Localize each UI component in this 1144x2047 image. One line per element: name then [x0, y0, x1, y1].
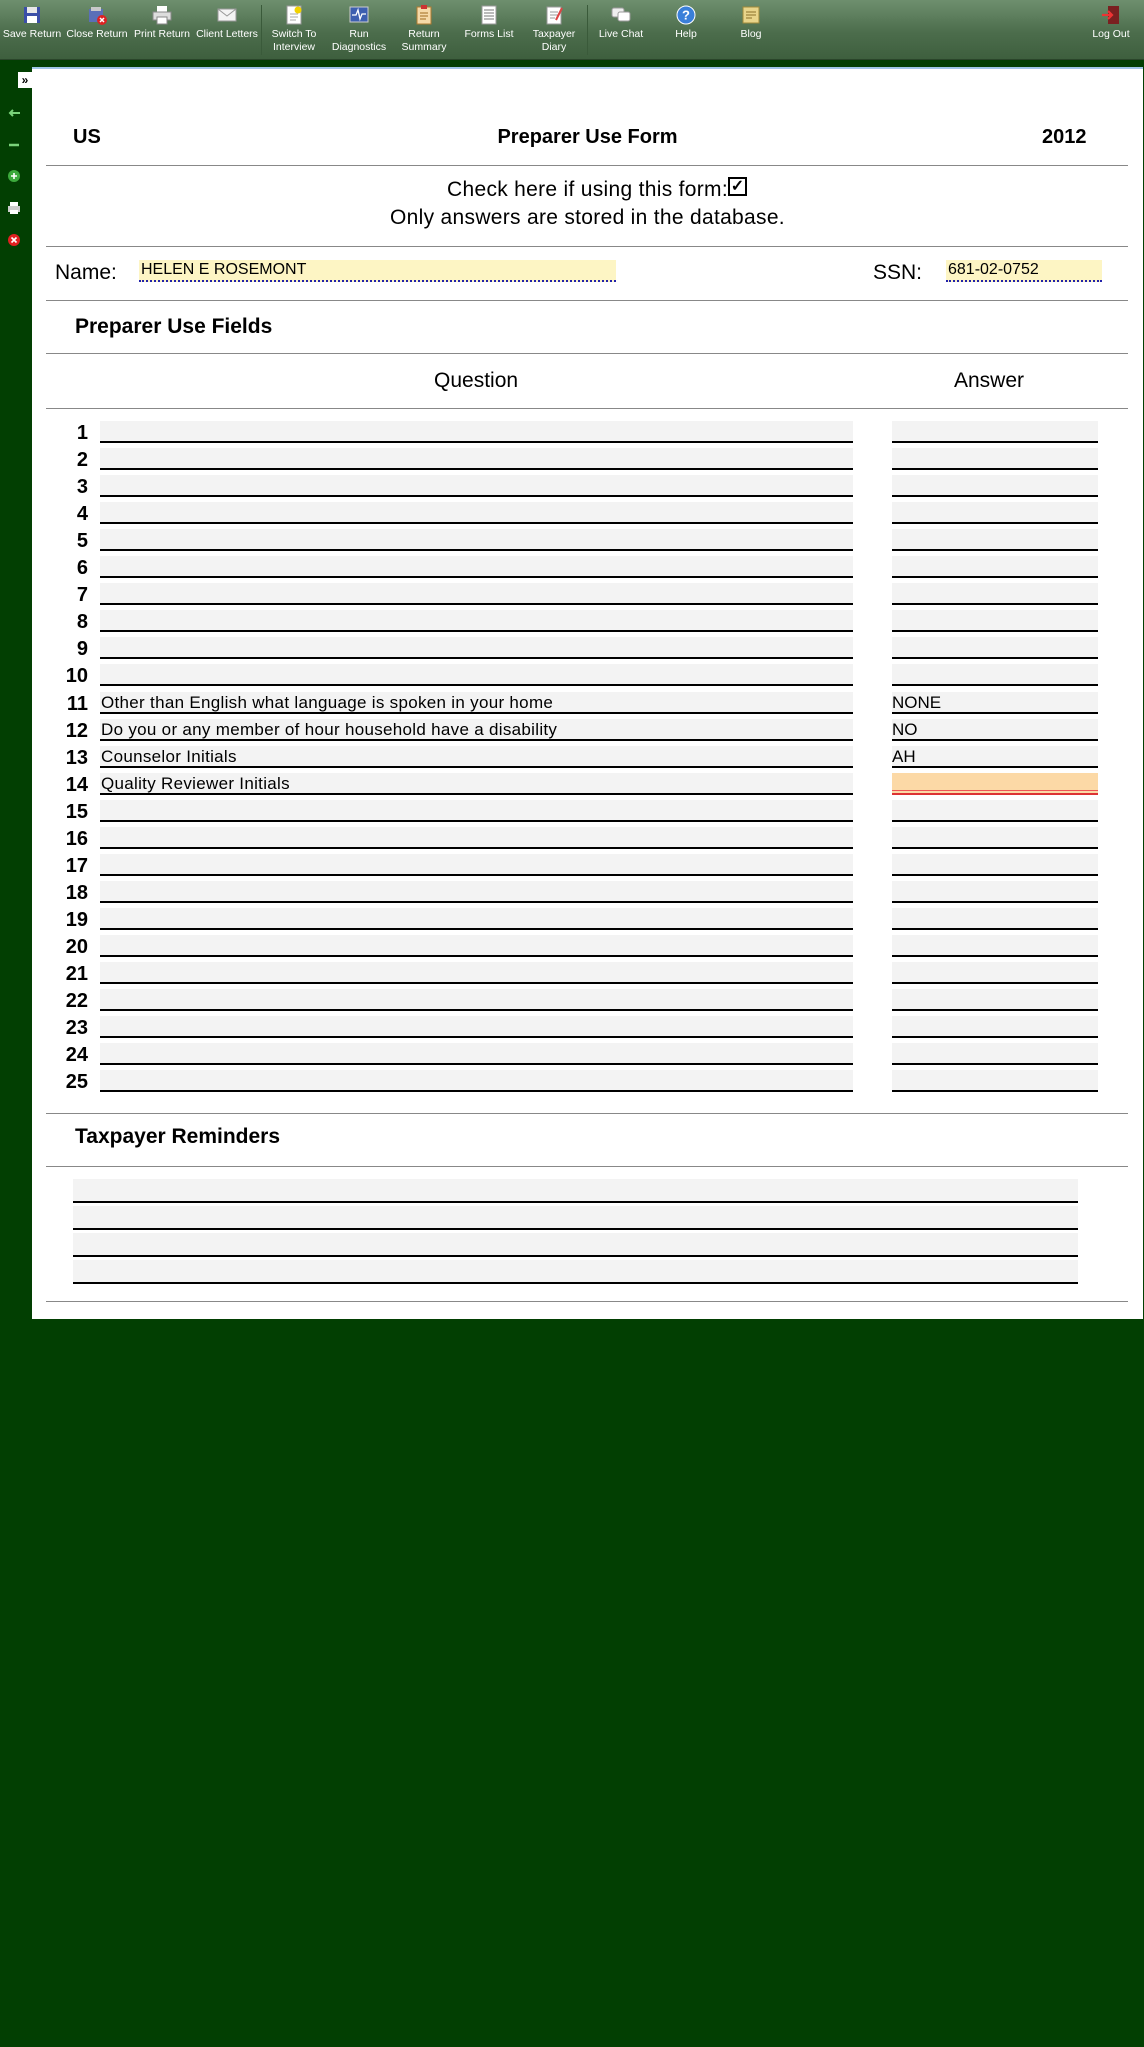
save-icon — [21, 4, 43, 26]
question-field[interactable] — [100, 1070, 853, 1092]
question-field[interactable] — [100, 989, 853, 1011]
row-number: 9 — [76, 638, 88, 660]
return-summary-label: Return Summary — [401, 28, 447, 53]
row-number: 10 — [65, 665, 88, 687]
question-field[interactable]: Do you or any member of hour household have a disability — [100, 719, 853, 741]
save-return-label: Save Return — [2, 28, 62, 40]
log-out-icon — [1100, 4, 1122, 26]
log-out-label: Log Out — [1092, 28, 1130, 40]
question-field[interactable] — [100, 502, 853, 524]
row-number: 14 — [65, 774, 88, 796]
blog-button[interactable] — [720, 4, 782, 58]
answer-field[interactable] — [892, 1016, 1098, 1038]
svg-text:?: ? — [682, 7, 690, 23]
diagnostics-icon — [348, 4, 370, 26]
forms-list-label: Forms List — [464, 28, 514, 40]
row-number: 22 — [65, 990, 88, 1012]
interview-icon — [283, 4, 305, 26]
question-field[interactable] — [100, 827, 853, 849]
question-field[interactable]: Other than English what language is spoken in your home — [100, 692, 853, 714]
divider — [46, 165, 1128, 166]
run-diagnostics-label: Run Diagnostics — [331, 28, 387, 53]
row-number: 17 — [65, 855, 88, 877]
row-number: 13 — [65, 747, 88, 769]
question-field[interactable] — [100, 664, 853, 686]
question-field[interactable] — [100, 1016, 853, 1038]
answer-field[interactable] — [892, 583, 1098, 605]
print-return-button[interactable] — [131, 4, 193, 58]
check-label: Check here if using this form: — [447, 178, 728, 201]
name-label: Name: — [55, 261, 117, 284]
row-number: 24 — [65, 1044, 88, 1066]
answer-field[interactable] — [892, 664, 1098, 686]
expand-panel-button[interactable]: » — [18, 72, 32, 88]
question-field[interactable] — [100, 556, 853, 578]
client-letters-label: Client Letters — [196, 28, 258, 40]
question-field[interactable] — [100, 854, 853, 876]
reminder-line[interactable] — [73, 1233, 1078, 1257]
toolbar — [0, 0, 1144, 60]
row-number: 3 — [76, 476, 88, 498]
row-number: 8 — [76, 611, 88, 633]
divider — [46, 300, 1128, 301]
printer-icon — [151, 4, 173, 26]
list-icon — [478, 4, 500, 26]
answer-field[interactable]: AH — [892, 746, 1098, 768]
question-field[interactable] — [100, 529, 853, 551]
reminder-line[interactable] — [73, 1260, 1078, 1284]
row-number: 2 — [76, 449, 88, 471]
close-return-icon — [86, 4, 108, 26]
answer-field[interactable] — [892, 529, 1098, 551]
row-number: 11 — [66, 693, 88, 715]
row-number: 25 — [65, 1071, 88, 1093]
print-icon[interactable] — [6, 200, 22, 216]
row-number: 19 — [65, 909, 88, 931]
answer-field-active[interactable] — [892, 773, 1098, 795]
save-return-button[interactable] — [1, 4, 63, 58]
return-summary-button[interactable] — [393, 4, 455, 58]
add-icon[interactable] — [6, 168, 22, 184]
client-letters-button[interactable] — [196, 4, 258, 58]
answer-field[interactable] — [892, 610, 1098, 632]
answer-field[interactable] — [892, 989, 1098, 1011]
answer-field[interactable] — [892, 1070, 1098, 1092]
divider — [46, 353, 1128, 354]
question-field[interactable]: Quality Reviewer Initials — [100, 773, 853, 795]
question-field[interactable] — [100, 610, 853, 632]
question-field[interactable] — [100, 800, 853, 822]
question-field[interactable] — [100, 421, 853, 443]
toolbar-divider — [587, 5, 588, 55]
toolbar-divider — [261, 5, 262, 55]
divider — [46, 1166, 1128, 1167]
preparer-use-fields-heading: Preparer Use Fields — [75, 315, 273, 338]
row-number: 21 — [65, 963, 88, 985]
left-rail — [0, 60, 30, 2047]
envelope-icon — [216, 4, 238, 26]
question-field[interactable]: Counselor Initials — [100, 746, 853, 768]
row-number: 4 — [76, 503, 88, 525]
name-field[interactable]: HELEN E ROSEMONT — [139, 260, 616, 282]
switch-to-interview-label: Switch To Interview — [271, 28, 317, 53]
question-field[interactable] — [100, 1043, 853, 1065]
divider — [46, 246, 1128, 247]
delete-icon[interactable] — [6, 232, 22, 248]
question-field[interactable] — [100, 475, 853, 497]
row-number: 20 — [65, 936, 88, 958]
question-field[interactable] — [100, 583, 853, 605]
form-jurisdiction: US — [73, 126, 101, 148]
answer-field[interactable] — [892, 854, 1098, 876]
answer-field[interactable] — [892, 421, 1098, 443]
answer-field[interactable] — [892, 827, 1098, 849]
divider — [46, 408, 1128, 409]
answer-field[interactable] — [892, 962, 1098, 984]
row-number: 18 — [65, 882, 88, 904]
answer-field[interactable] — [892, 448, 1098, 470]
live-chat-button[interactable] — [590, 4, 652, 58]
switch-to-interview-button[interactable] — [263, 4, 325, 58]
answer-field[interactable] — [892, 908, 1098, 930]
close-return-button[interactable] — [66, 4, 128, 58]
help-icon — [675, 4, 697, 26]
blog-label: Blog — [740, 28, 762, 40]
answer-column-header: Answer — [954, 369, 1025, 392]
taxpayer-reminders-heading: Taxpayer Reminders — [75, 1125, 281, 1148]
answer-field[interactable] — [892, 881, 1098, 903]
row-number: 12 — [65, 720, 88, 742]
blog-icon — [740, 4, 762, 26]
divider — [46, 1113, 1128, 1114]
reminder-line[interactable] — [73, 1179, 1078, 1203]
question-field[interactable] — [100, 962, 853, 984]
question-field[interactable] — [100, 935, 853, 957]
answer-field[interactable] — [892, 1043, 1098, 1065]
taxpayer-diary-label: Taxpayer Diary — [532, 28, 576, 53]
question-field[interactable] — [100, 637, 853, 659]
row-number: 7 — [76, 584, 88, 606]
minus-icon[interactable] — [6, 137, 22, 153]
print-return-label: Print Return — [133, 28, 191, 40]
question-field[interactable] — [100, 881, 853, 903]
log-out-button[interactable] — [1080, 4, 1142, 58]
chat-icon — [610, 4, 632, 26]
use-form-checkbox[interactable]: ✓ — [728, 177, 747, 196]
form-title: Preparer Use Form — [497, 126, 678, 148]
answer-field[interactable] — [892, 800, 1098, 822]
close-return-label: Close Return — [66, 28, 128, 40]
row-number: 16 — [65, 828, 88, 850]
db-note: Only answers are stored in the database. — [390, 206, 785, 229]
back-arrow-icon[interactable] — [6, 105, 22, 121]
question-field[interactable] — [100, 908, 853, 930]
row-number: 5 — [76, 530, 88, 552]
answer-field[interactable] — [892, 556, 1098, 578]
form-year: 2012 — [1042, 126, 1087, 148]
answer-field[interactable] — [892, 637, 1098, 659]
row-number: 15 — [65, 801, 88, 823]
taxpayer-diary-button[interactable] — [523, 4, 585, 58]
answer-field[interactable]: NONE — [892, 692, 1098, 714]
run-diagnostics-button[interactable] — [328, 4, 390, 58]
answer-field[interactable] — [892, 475, 1098, 497]
question-field[interactable] — [100, 448, 853, 470]
live-chat-label: Live Chat — [598, 28, 644, 40]
row-number: 1 — [76, 422, 88, 444]
diary-icon — [543, 4, 565, 26]
ssn-field[interactable]: 681-02-0752 — [946, 260, 1102, 282]
row-number: 23 — [65, 1017, 88, 1039]
reminder-line[interactable] — [73, 1206, 1078, 1230]
clipboard-icon — [413, 4, 435, 26]
question-column-header: Question — [434, 369, 519, 392]
forms-list-button[interactable] — [458, 4, 520, 58]
help-label: Help — [675, 28, 697, 40]
divider — [46, 1301, 1128, 1302]
answer-field[interactable] — [892, 502, 1098, 524]
ssn-label: SSN: — [873, 261, 923, 284]
help-button[interactable] — [655, 4, 717, 58]
form-page — [32, 67, 1143, 1319]
answer-field[interactable] — [892, 935, 1098, 957]
answer-field[interactable]: NO — [892, 719, 1098, 741]
row-number: 6 — [76, 557, 88, 579]
